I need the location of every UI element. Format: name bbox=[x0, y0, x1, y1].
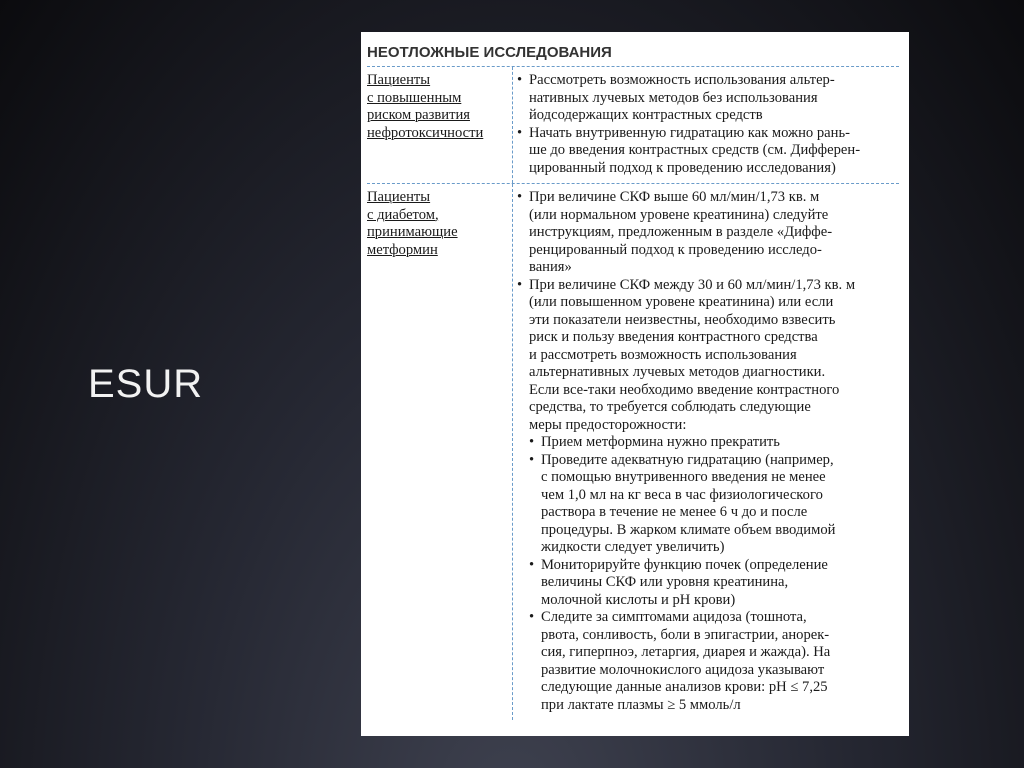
text-line: процедуры. В жарком климате объем вводимой bbox=[541, 521, 836, 538]
precaution-item bbox=[529, 609, 899, 714]
precaution-item bbox=[529, 434, 899, 452]
text-line: молочной кислоты и pH крови) bbox=[541, 591, 736, 608]
recommendation-item bbox=[517, 189, 899, 277]
category-line: Пациенты bbox=[367, 72, 431, 88]
category-line: с повышенным bbox=[367, 89, 462, 106]
text-line: меры предосторожности: bbox=[529, 416, 687, 433]
recommendation-item bbox=[517, 72, 899, 125]
text-line: и рассмотреть возможность использования bbox=[529, 346, 797, 363]
text-line: при лактате плазмы ≥ 5 ммоль/л bbox=[541, 696, 741, 713]
text-line: вания» bbox=[529, 259, 572, 275]
category-line: риском развития bbox=[367, 107, 470, 123]
text-line: с помощью внутривенного введения не менее bbox=[541, 469, 826, 485]
text-line: сия, гиперпноэ, летаргия, диарея и жажда). На bbox=[541, 644, 831, 660]
precaution-item bbox=[529, 452, 899, 557]
row-recommendations bbox=[513, 184, 899, 720]
category-line: принимающие bbox=[367, 224, 458, 240]
guideline-table bbox=[367, 66, 899, 720]
text-line: Если все-таки необходимо введение контрастного bbox=[529, 381, 840, 398]
text-line: жидкости следует увеличить) bbox=[541, 539, 725, 555]
text-line: ренцированный подход к проведению исследо- bbox=[529, 241, 822, 258]
text-line: инструкциям, предложенным в разделе «Диффе- bbox=[529, 224, 833, 240]
slide-title: ESUR bbox=[88, 362, 204, 406]
document-image bbox=[361, 32, 909, 736]
row-recommendations bbox=[513, 67, 899, 183]
precautions-list bbox=[517, 434, 899, 714]
table-row-metformin bbox=[367, 184, 899, 720]
text-line: • При величине СКФ выше 60 мл/мин/1,73 кв. м bbox=[529, 189, 820, 205]
text-line: следующие данные анализов крови: pH ≤ 7,25 bbox=[541, 679, 828, 695]
text-line: нативных лучевых методов без использования bbox=[529, 89, 818, 106]
precaution-item bbox=[529, 557, 899, 610]
row-category bbox=[367, 184, 513, 720]
text-line: • Следите за симптомами ацидоза (тошнота, bbox=[541, 609, 807, 625]
text-line: раствора в течение не менее 6 ч до и после bbox=[541, 504, 808, 520]
document-header: НЕОТЛОЖНЫЕ ИССЛЕДОВАНИЯ bbox=[367, 44, 612, 61]
row-category bbox=[367, 67, 513, 183]
precautions-paragraph bbox=[517, 382, 899, 435]
text-line: ше до введения контрастных средств (см. Дифферен- bbox=[529, 142, 861, 158]
text-line: величины СКФ или уровня креатинина, bbox=[541, 574, 789, 590]
category-line: Пациенты bbox=[367, 189, 431, 205]
text-line: чем 1,0 мл на кг веса в час физиологического bbox=[541, 486, 823, 503]
text-line: риск и пользу введения контрастного средства bbox=[529, 329, 818, 345]
category-line: нефротоксичности bbox=[367, 124, 484, 141]
text-line: йодсодержащих контрастных средств bbox=[529, 107, 763, 123]
text-line: альтернативных лучевых методов диагностики. bbox=[529, 364, 826, 380]
table-row-nephrotoxicity bbox=[367, 67, 899, 184]
recommendation-item bbox=[517, 277, 899, 382]
text-line: • При величине СКФ между 30 и 60 мл/мин/1,73 кв. м bbox=[529, 276, 856, 293]
text-line: эти показатели неизвестны, необходимо взвесить bbox=[529, 311, 836, 328]
text-line: • Мониторируйте функцию почек (определение bbox=[541, 556, 828, 573]
text-line: рвота, сонливость, боли в эпигастрии, анорек- bbox=[541, 626, 830, 643]
category-line: с диабетом, bbox=[367, 206, 439, 223]
text-line: • Рассмотреть возможность использования альтер- bbox=[529, 72, 835, 88]
text-line: • Начать внутривенную гидратацию как можно рань- bbox=[529, 124, 850, 141]
text-line: (или нормальном уровене креатинина) следуйте bbox=[529, 206, 829, 223]
text-line: средства, то требуется соблюдать следующие bbox=[529, 399, 811, 415]
text-line: цированный подход к проведению исследования) bbox=[529, 159, 836, 176]
recommendation-item bbox=[517, 125, 899, 178]
text-line: • Прием метформина нужно прекратить bbox=[541, 434, 780, 450]
text-line: • Проведите адекватную гидратацию (например, bbox=[541, 451, 834, 468]
text-line: (или повышенном уровене креатинина) или если bbox=[529, 294, 834, 310]
text-line: развитие молочнокислого ацидоза указывают bbox=[541, 661, 825, 678]
category-line: метформин bbox=[367, 241, 438, 258]
